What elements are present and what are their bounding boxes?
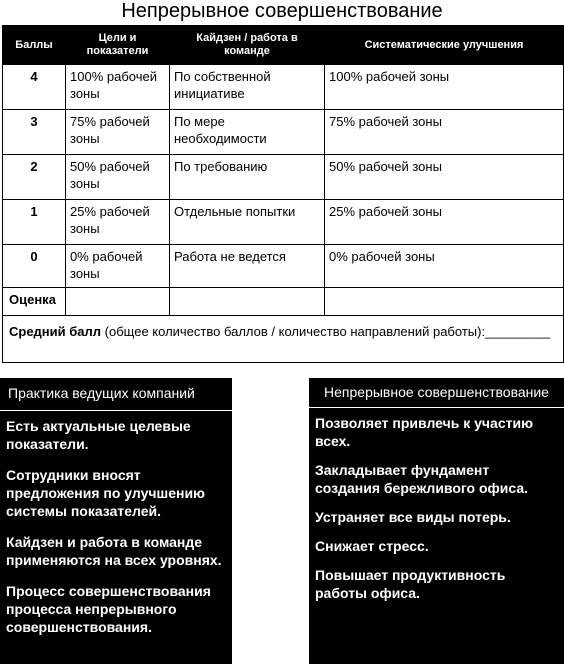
list-item: Сотрудники вносят предложения по улучшению системы показателей. — [6, 467, 206, 519]
goals-cell: 75% рабочей зоны — [66, 110, 170, 155]
systematic-cell: 25% рабочей зоны — [325, 200, 564, 245]
list-item: Кайдзен и работа в команде применяются на всех уровнях. — [6, 534, 222, 568]
table-row — [3, 65, 564, 110]
goals-cell: 100% рабочей зоны — [66, 65, 170, 110]
kaizen-cell: По мере необходимости — [170, 110, 325, 155]
evaluation-kaizen-field[interactable] — [170, 288, 325, 316]
average-label: Средний балл — [9, 324, 102, 339]
kaizen-cell: По требованию — [170, 155, 325, 200]
best-practices-title: Практика ведущих компаний — [0, 378, 232, 411]
page-title: Непрерывное совершенствование — [121, 0, 443, 22]
evaluation-systematic-field[interactable] — [325, 288, 564, 316]
header-systematic: Систематические улучшения — [325, 26, 564, 65]
list-item: Повышает продуктивность работы офиса. — [315, 567, 506, 601]
header-goals: Цели и показатели — [66, 26, 170, 65]
average-formula: (общее количество баллов / количество направлений работы):_________ — [101, 324, 551, 339]
average-cell — [3, 316, 564, 363]
header-kaizen: Кайдзен / работа в команде — [170, 26, 325, 65]
table-row — [3, 110, 564, 155]
continuous-improvement-panel — [309, 378, 564, 664]
list-item: Процесс совершенствования процесса непрерывного совершенствования. — [6, 583, 211, 635]
score-cell: 3 — [3, 110, 66, 155]
table-row — [3, 245, 564, 288]
table-header-row — [3, 26, 564, 65]
list-item: Есть актуальные целевые показатели. — [6, 418, 191, 452]
systematic-cell: 100% рабочей зоны — [325, 65, 564, 110]
goals-cell: 25% рабочей зоны — [66, 200, 170, 245]
evaluation-goals-field[interactable] — [66, 288, 170, 316]
header-score: Баллы — [3, 26, 66, 65]
kaizen-cell: Отдельные попытки — [170, 200, 325, 245]
assessment-table — [2, 25, 564, 363]
score-cell: 4 — [3, 65, 66, 110]
list-item: Снижает стресс. — [315, 538, 429, 554]
systematic-cell: 75% рабочей зоны — [325, 110, 564, 155]
average-row — [3, 316, 564, 363]
evaluation-row — [3, 288, 564, 316]
continuous-improvement-list — [309, 408, 564, 602]
score-cell: 1 — [3, 200, 66, 245]
score-cell: 0 — [3, 245, 66, 288]
goals-cell: 0% рабочей зоны — [66, 245, 170, 288]
table-row — [3, 155, 564, 200]
list-item: Позволяет привлечь к участию всех. — [315, 415, 534, 449]
table-row — [3, 200, 564, 245]
systematic-cell: 0% рабочей зоны — [325, 245, 564, 288]
kaizen-cell: По собственной инициативе — [170, 65, 325, 110]
evaluation-label: Оценка — [3, 288, 66, 316]
kaizen-cell: Работа не ведется — [170, 245, 325, 288]
best-practices-panel — [0, 378, 232, 664]
systematic-cell: 50% рабочей зоны — [325, 155, 564, 200]
best-practices-list — [0, 411, 232, 636]
goals-cell: 50% рабочей зоны — [66, 155, 170, 200]
list-item: Закладывает фундамент создания бережливого офиса. — [315, 462, 529, 496]
list-item: Устраняет все виды потерь. — [315, 509, 511, 525]
continuous-improvement-title: Непрерывное совершенствование — [309, 378, 564, 408]
score-cell: 2 — [3, 155, 66, 200]
